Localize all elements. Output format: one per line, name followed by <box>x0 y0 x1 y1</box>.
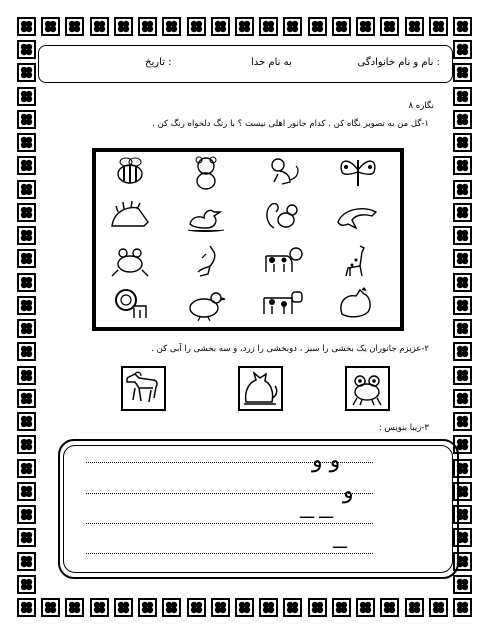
clover-tile <box>453 319 472 338</box>
clover-tile <box>187 598 206 617</box>
clover-tile <box>41 598 60 617</box>
clover-tile <box>17 226 36 245</box>
hedgehog-icon <box>104 198 156 234</box>
header-box <box>38 45 453 83</box>
clover-tile <box>453 180 472 199</box>
clover-tile <box>17 156 36 175</box>
clover-tile <box>162 598 181 617</box>
question-1: ۱-گل من به تصویر نگاه کن . کدام جانور اهلی نیست ؟ با رنگ دلخواه رنگ کن . <box>152 119 429 129</box>
cow-icon <box>256 286 308 322</box>
clover-tile <box>453 598 472 617</box>
clover-tile <box>114 17 133 36</box>
clover-tile <box>235 17 254 36</box>
clover-tile <box>17 87 36 106</box>
clover-tile <box>17 459 36 478</box>
clover-tile <box>114 598 133 617</box>
clover-tile <box>17 552 36 571</box>
chick-icon <box>180 286 232 322</box>
clover-tile <box>138 598 157 617</box>
clover-tile <box>211 17 230 36</box>
clover-tile <box>453 17 472 36</box>
dog-icon <box>256 242 308 278</box>
lesson-label: نگاره ۸ <box>408 101 434 111</box>
clover-tile <box>332 17 351 36</box>
dolphin-icon <box>332 198 384 234</box>
clover-tile <box>17 133 36 152</box>
cat-icon <box>240 368 280 408</box>
monkey-icon <box>256 154 308 190</box>
clover-tile <box>453 110 472 129</box>
frog-icon <box>104 242 156 278</box>
clover-tile <box>453 412 472 431</box>
clover-tile <box>17 598 36 617</box>
clover-tile <box>283 598 302 617</box>
clover-tile <box>356 17 375 36</box>
clover-tile <box>211 598 230 617</box>
model-letters-4: ـــ <box>333 533 348 552</box>
clover-tile <box>453 575 472 594</box>
small-box-frog <box>345 366 390 411</box>
clover-tile <box>17 389 36 408</box>
clover-tile <box>380 17 399 36</box>
small-box-cat <box>238 366 283 411</box>
clover-tile <box>138 17 157 36</box>
clover-tile <box>453 296 472 315</box>
teddy-bear-icon <box>180 154 232 190</box>
writing-line-3 <box>86 523 373 524</box>
question-3: ۳-زیبا بنویس : <box>378 423 429 433</box>
clover-tile <box>308 17 327 36</box>
name-label: نام و نام خانوادگی : <box>357 57 440 68</box>
frog-icon <box>347 368 387 408</box>
kangaroo-icon <box>180 242 232 278</box>
clover-tile <box>429 17 448 36</box>
clover-tile <box>17 366 36 385</box>
clover-tile <box>453 273 472 292</box>
clover-tile <box>17 273 36 292</box>
clover-tile <box>17 110 36 129</box>
model-letters-2: و <box>343 479 354 504</box>
clover-tile <box>283 17 302 36</box>
question-2: ۲-عزیزم جانوران یک بخشی را سبز ، دوبخشی را زرد، و سه بخشی را آبی کن . <box>151 344 429 354</box>
clover-tile <box>405 17 424 36</box>
clover-tile <box>453 366 472 385</box>
clover-tile <box>308 598 327 617</box>
writing-line-2 <box>86 493 373 494</box>
clover-tile <box>453 226 472 245</box>
giraffe-icon <box>332 242 384 278</box>
hen-icon <box>332 286 384 322</box>
clover-tile <box>17 482 36 501</box>
clover-tile <box>453 133 472 152</box>
clover-tile <box>17 17 36 36</box>
clover-tile <box>17 63 36 82</box>
clover-tile <box>17 249 36 268</box>
duck-icon <box>180 198 232 234</box>
clover-tile <box>453 203 472 222</box>
clover-tile <box>17 40 36 59</box>
clover-tile <box>17 575 36 594</box>
clover-tile <box>453 342 472 361</box>
clover-tile <box>17 203 36 222</box>
clover-tile <box>332 598 351 617</box>
clover-tile <box>17 412 36 431</box>
clover-tile <box>235 598 254 617</box>
clover-tile <box>259 598 278 617</box>
clover-tile <box>405 598 424 617</box>
clover-tile <box>453 63 472 82</box>
clover-tile <box>453 389 472 408</box>
clover-tile <box>90 598 109 617</box>
bismillah-text: به نام خدا <box>251 57 292 68</box>
clover-tile <box>453 87 472 106</box>
clover-tile <box>453 40 472 59</box>
writing-line-4 <box>86 553 373 554</box>
clover-tile <box>17 505 36 524</box>
clover-tile <box>187 17 206 36</box>
butterfly-icon <box>332 154 384 190</box>
squirrel-icon <box>256 198 308 234</box>
clover-tile <box>17 435 36 454</box>
model-letters-1: و و <box>312 448 341 473</box>
clover-tile <box>453 249 472 268</box>
date-label: تاریخ : <box>145 57 172 68</box>
clover-tile <box>162 17 181 36</box>
clover-tile <box>65 598 84 617</box>
clover-tile <box>41 17 60 36</box>
clover-tile <box>65 17 84 36</box>
clover-tile <box>17 528 36 547</box>
clover-tile <box>17 180 36 199</box>
clover-tile <box>90 17 109 36</box>
model-letters-3: ـــ ـــ <box>300 503 334 522</box>
animals-picture-frame <box>92 148 404 331</box>
lion-icon <box>104 286 156 322</box>
clover-tile <box>17 319 36 338</box>
clover-tile <box>356 598 375 617</box>
clover-tile <box>453 156 472 175</box>
bee-icon <box>104 154 156 190</box>
horse-icon <box>123 368 163 408</box>
clover-tile <box>17 342 36 361</box>
clover-tile <box>380 598 399 617</box>
clover-tile <box>259 17 278 36</box>
small-box-horse <box>121 366 166 411</box>
clover-tile <box>17 296 36 315</box>
clover-tile <box>429 598 448 617</box>
